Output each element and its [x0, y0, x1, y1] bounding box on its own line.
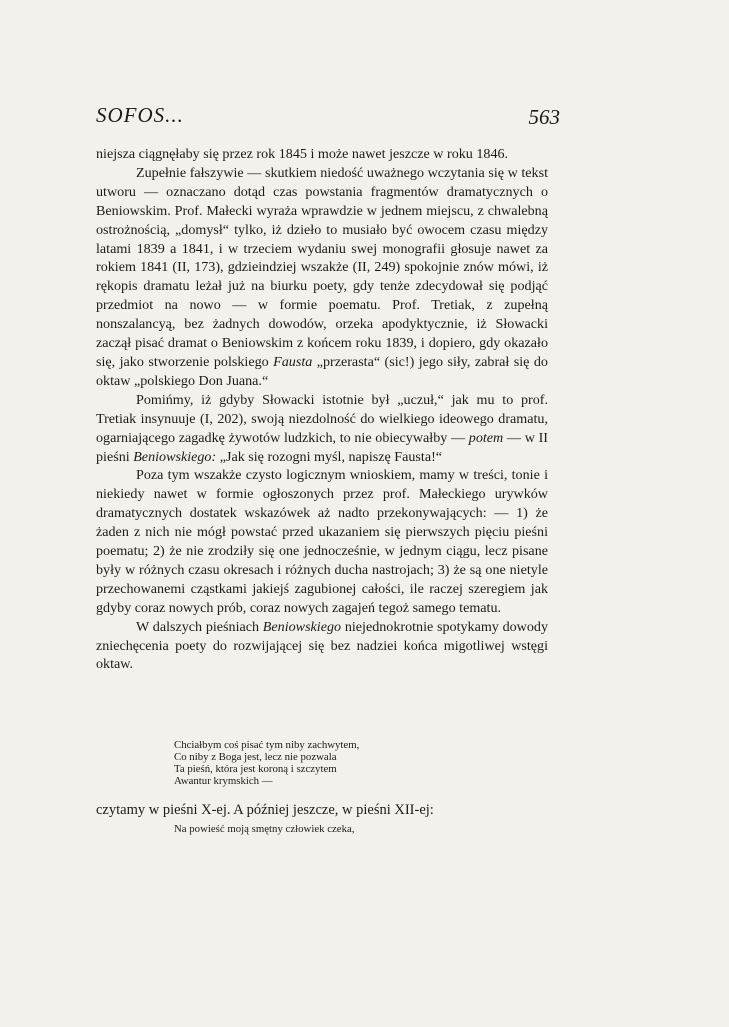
page-number: 563 [528, 105, 560, 129]
verse-line: Ta pieśń, która jest koroną i szczytem [174, 763, 337, 776]
paragraph [96, 618, 548, 675]
text-run: niejsza ciągnęłaby się przez rok 1845 i może nawet jeszcze w roku 1846. [96, 146, 509, 162]
verse-line: Co niby z Boga jest, lecz nie pozwala [174, 751, 337, 764]
text-run: niejednokrotnie spotykamy dowody zniechęcenia poety do rozwijającej się bez nadziei końca migotliwej wstęgi oktaw. [96, 618, 548, 673]
body-text [96, 145, 548, 674]
text-run: „przerasta“ (sic!) jego siły, zabrał się do oktaw „polskiego Don Juana.“ [96, 353, 548, 389]
verse-quote-line: Na powieść moją smętny człowiek czeka, [174, 823, 355, 835]
italic-run: Fausta [273, 353, 313, 370]
text-run: — w II pieśni [96, 429, 548, 465]
paragraph [96, 145, 548, 164]
italic-run: Beniowskiego [262, 618, 342, 635]
paragraph [96, 391, 548, 467]
text-run: W dalszych pieśniach [136, 618, 263, 635]
italic-run: Beniowskiego: [133, 448, 217, 465]
text-run: Pomińmy, iż gdyby Słowacki istotnie był „uczuł,“ jak mu to prof. Tretiak insynuuje (I, 202), swoją niezdolność do wielkiego ideowego dramatu, ogarniającego zagadkę żywotów ludzkich, to nie obiecywałby — [96, 391, 548, 446]
text-run: „Jak się rozogni myśl, napiszę Fausta!“ [216, 448, 443, 465]
verse-line: Awantur krymskich — [174, 775, 273, 788]
verse-line: Chciałbym coś pisać tym niby zachwytem, [174, 739, 360, 751]
body-resume-line: czytamy w pieśni X-ej. A później jeszcze, w pieśni XII-ej: [96, 802, 434, 818]
verse-quote [174, 739, 504, 787]
running-head [96, 103, 560, 135]
text-run: Poza tym wszakże czysto logicznym wnioskiem, mamy w treści, tonie i niekiedy nawet w formie ogłoszonych przez prof. Małeckiego urywków dramatycznych dostatek wskazówek aż nadto przekonywających: — 1) że żaden z nich nie mógł powstać przed ukazaniem się pierwszych pięciu pieśni poematu; 2) że nie zrodziły się one jednocześnie, w jednym ciągu, lecz pisane były w różnych czasu okresach i różnych ducha nastrojach; 3) że są one nietyle przechowanemi cząstkami jakiejś zagubionej całości, ile raczej szeregiem jak gdyby coraz nowych prób, coraz nowych zagajeń tegoż samego tematu. [96, 467, 548, 616]
running-title: SOFOS... [96, 103, 184, 127]
text-run: Zupełnie fałszywie — skutkiem niedość uważnego wczytania się w tekst utworu — oznaczano dotąd czas powstania fragmentów dramatycznych o Beniowskim. Prof. Małecki wyraża wprawdzie w jednem miejscu, z chwalebną ostrożnością, „domysł“ tylko, iż dzieło to musiało być owocem czasu między latami 1839 a 1841, i w trzeciem wydaniu swej monografii głosuje nawet za rokiem 1841 (II, 173), gdzieindziej wszakże (II, 249) spokojnie znów mówi, iż rękopis dramatu leżał już na biurku poety, gdy tenże zdecydował się podjąć przedmiot na nowo — w formie poematu. Prof. Tretiak, z zupełną nonszalancyą, bez żadnych dowodów, orzeka apodyktycznie, iż Słowacki zaczął pisać dramat o Beniowskim z końcem roku 1839, i dopiero, gdy okazało się, jako stworzenie polskiego [96, 164, 548, 370]
paragraph [96, 164, 548, 391]
paragraph [96, 466, 548, 617]
italic-run: potem [468, 429, 504, 446]
